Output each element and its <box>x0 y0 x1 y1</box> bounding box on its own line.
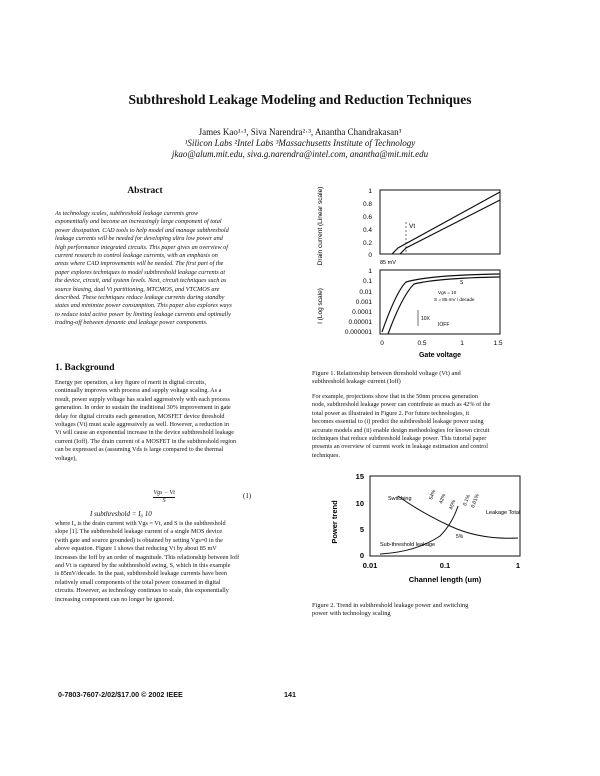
abstract-line: power dissipation. CAD tools to help model and manage subthreshold <box>55 226 229 234</box>
fig1-bottom-ytick: 0.0001 <box>352 309 372 316</box>
fig1-bottom-ylabel: I (Log scale) <box>317 288 324 324</box>
fig1-top-ylabel: Drain current (Linear scale) <box>317 186 324 266</box>
background-line: voltage), <box>55 454 77 462</box>
background-line: Vt will cause an exponential increase in the device subthreshold leakage <box>55 429 235 437</box>
fig2-pct-label: 0.01% <box>470 493 481 509</box>
figure-1-caption <box>312 370 552 387</box>
fig1-vt-label: Vt <box>409 223 416 230</box>
fig2-pct-label: 54% <box>428 489 438 501</box>
equation-number: (1) <box>243 492 252 500</box>
author-names: James Kao¹·³, Siva Narendra²·³, Anantha Chandrakasan³ <box>198 127 402 137</box>
author-emails: jkao@alum.mit.edu, siva.g.narendra@intel.com, anantha@mit.mit.edu <box>171 149 429 159</box>
fig1-bottom-ytick: 0.000001 <box>344 329 372 336</box>
fig2-caption-line: power with technology scaling <box>312 610 391 618</box>
abstract-line: As technology scales, subthreshold leakage currents grow <box>55 210 199 217</box>
right-column-line: techniques that reduce subthreshold leakage power. This tutorial paper <box>312 435 487 443</box>
right-column-line: presents an overview of current work in leakage estimation and control <box>312 443 488 451</box>
background-line: is 85mV/decade. In the past, subthreshold leakage currents have been <box>55 570 227 578</box>
fig2-xtick: 1 <box>515 561 521 570</box>
equation-lhs: I subthreshold = I₀ 10 <box>90 510 152 518</box>
fig2-ytick: 15 <box>355 472 364 481</box>
copyright-footer: 0-7803-7607-2/02/$17.00 © 2002 IEEE <box>58 690 183 699</box>
fig1-top-ytick: 0.2 <box>362 240 372 247</box>
background-line: generation. In order to sustain the traditional 30% improvement in gate <box>55 404 231 412</box>
background-line: circuits. However, as technology continues to scale, this exponentially <box>55 587 229 595</box>
background-line: slope [1]. The subthreshold leakage current of a single MOS device <box>55 528 223 536</box>
fig1-xtick: 0 <box>380 340 384 347</box>
fig1-top-ytick: 0 <box>368 252 372 259</box>
fig1-bottom-panel <box>317 268 503 359</box>
fig1-top-ytick: 0.8 <box>362 201 372 208</box>
abstract-line: states and minimize power consumption. This paper also explores ways <box>55 302 232 310</box>
author-affiliations: ¹Silicon Labs ²Intel Labs ³Massachusetts Institute of Technology <box>184 138 416 148</box>
abstract-line: the device, circuit, and system levels. Next, circuit techniques such as <box>55 277 227 285</box>
fig2-pct-label: 0.1% <box>462 493 472 507</box>
abstract-line: trading-off between dynamic and leakage power components. <box>55 319 208 327</box>
background-line: continually improves with process and supply voltage scaling. As a <box>55 387 222 395</box>
figure-1 <box>310 182 550 372</box>
abstract-body <box>55 210 290 328</box>
fig2-xtick: 0.01 <box>362 561 378 570</box>
abstract-line: leakage currents will be needed for developing ultra low power and <box>55 235 223 243</box>
fig1-bottom-ytick: 0.01 <box>359 289 372 296</box>
figure-2-caption <box>312 602 552 619</box>
background-line: result, power supply voltage has scaled aggressively with each process <box>55 395 230 403</box>
fig2-pct-label: 5% <box>456 534 464 540</box>
fig1-xtick: 1 <box>460 340 464 347</box>
fig1-slope-note: S = 85 mV / decade <box>434 297 475 302</box>
fig2-switching-curve <box>398 496 521 538</box>
fig1-bottom-ytick: 0.00001 <box>348 319 372 326</box>
fig2-xlabel: Channel length (um) <box>408 575 482 584</box>
author-block <box>0 127 600 160</box>
background-line: above equation. Figure 1 shows that reducing Vt by about 85 mV <box>55 545 217 553</box>
abstract-line: exponentially and become an increasingly large component of total <box>55 218 222 226</box>
fig1-xlabel: Gate voltage <box>418 352 462 359</box>
abstract-line: described. These techniques reduce leakage currents during standby <box>55 294 225 302</box>
background-body-a <box>55 379 290 463</box>
background-line: voltages (Vt) must scale aggressively as well. However, a reduction in <box>55 421 229 429</box>
fig1-slope-label: Vgs = 10 <box>438 290 457 295</box>
background-line: increasing component can no longer be ignored. <box>55 595 175 603</box>
right-column-line: becomes essential to (i) predict the subthreshold leakage power using <box>312 418 484 426</box>
fig1-ioff-label: IOFF <box>438 322 450 328</box>
fig2-ytick: 10 <box>355 499 364 508</box>
right-column-line: total power as illustrated in Figure 2. For future technologies, it <box>312 409 470 417</box>
background-line: and Vt is captured by the subthreshold swing, S, which in this example <box>55 562 231 570</box>
fig2-leakage-label: Sub-threshold leakage <box>380 542 436 548</box>
fig2-legend-label: Leakage Total <box>486 510 521 516</box>
abstract-line: source biasing, dual Vt partitioning, MTCMOS, and VTCMOS are <box>55 285 220 293</box>
fig2-ytick: 0 <box>359 551 364 560</box>
paper-title: Subthreshold Leakage Modeling and Reduction Techniques <box>128 92 472 107</box>
background-line: current (Ioff). The drain current of a MOSFET in the subthreshold region <box>55 437 237 445</box>
fig2-switching-label: Switching <box>388 496 412 502</box>
background-line: can be expressed as (assuming Vds is large compared to the thermal <box>55 446 224 454</box>
fig2-pct-label: 45% <box>448 499 458 511</box>
fig1-xtick: 1.5 <box>493 340 503 347</box>
equation-1 <box>90 490 175 518</box>
fig2-caption-line: Figure 2. Trend in subthreshold leakage power and switching <box>312 602 469 609</box>
right-column-line: node, subthreshold leakage power can contribute as much as 42% of the <box>312 401 491 409</box>
background-line: increases the Ioff by an order of magnitude. This relationship between Ioff <box>55 553 240 561</box>
fig1-top-panel <box>317 187 500 266</box>
right-column-line: accurate models and (ii) enable design methodologies for known circuit <box>312 426 490 434</box>
abstract-heading: Abstract <box>127 186 163 196</box>
right-column-line: For example, projections show that in the 50nm process generation <box>312 393 478 400</box>
right-column-body <box>312 393 552 460</box>
background-line: delay for digital circuits each generation, MOSFET device threshold <box>55 412 225 420</box>
fig1-delta-label: 85 mV <box>380 260 396 266</box>
abstract-line: high performance integrated circuits. This paper gives an overview of <box>55 243 228 251</box>
background-line: (with gate and source grounded) is obtained by setting Vgs=0 in the <box>55 536 223 544</box>
fig1-top-frame <box>380 190 500 254</box>
fig1-xtick: 0.5 <box>417 340 427 347</box>
fig1-factor-label: 10X <box>421 316 430 322</box>
fig2-ytick: 5 <box>359 525 364 534</box>
fig2-pct-label: 42% <box>438 493 448 505</box>
background-line: Energy per operation, a key figure of merit in digital circuits, <box>55 379 207 386</box>
fig1-s-label: S <box>460 280 464 286</box>
fig1-bottom-ytick: 0.1 <box>362 278 372 285</box>
background-heading: 1. Background <box>55 363 115 373</box>
fig1-top-ytick: 0.4 <box>362 227 372 234</box>
fig1-caption-line: subthreshold leakage current (Ioff) <box>312 378 401 386</box>
fig1-top-ytick: 0.6 <box>362 214 372 221</box>
fig1-top-ytick: 1 <box>368 188 372 195</box>
background-line: relatively small components of the total power consumed in digital <box>55 578 221 586</box>
fig1-bottom-ytick: 0.001 <box>355 299 372 306</box>
abstract-line: areas where CAD improvements will be needed. The first part of the <box>55 260 224 268</box>
fig1-caption-line: Figure 1. Relationship between threshold voltage (Vt) and <box>312 370 461 377</box>
abstract-line: current research to control leakage currents, with an emphasis on <box>55 252 218 260</box>
figure-2 <box>320 466 550 596</box>
equation-exp-num: Vgs − Vt <box>153 490 175 496</box>
page-number: 141 <box>284 690 296 699</box>
background-line: where I₀ is the drain current with Vgs = Vt, and S is the subthreshold <box>55 520 226 527</box>
background-body-b <box>55 520 290 604</box>
equation-exp-den: S <box>162 498 166 504</box>
right-column-line: techniques. <box>312 451 341 459</box>
abstract-line: to reduce total active power by limiting leakage currents and optimally <box>55 310 231 318</box>
fig1-bottom-ytick: 1 <box>368 268 372 275</box>
fig2-xtick: 0.1 <box>439 561 451 570</box>
abstract-line: paper explores techniques to model subthreshold leakage currents at <box>55 268 226 276</box>
fig2-ylabel: Power trend <box>330 500 339 544</box>
